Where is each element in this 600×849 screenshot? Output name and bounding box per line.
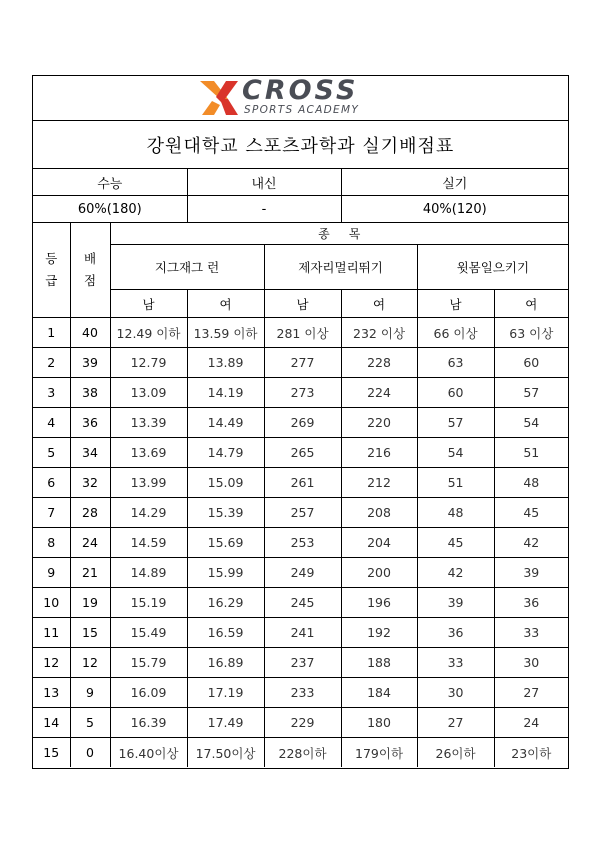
cross-academy-logo [198,75,408,117]
value-cell: 224 [341,378,417,408]
value-cell: 42 [417,558,494,588]
value-cell: 14.29 [110,498,187,528]
grade-cell: 7 [33,498,70,528]
grade-cell: 11 [33,618,70,648]
value-cell: 269 [264,408,341,438]
logo-brand-text: CROSS [242,75,359,106]
logo-tagline-text: SPORTS ACADEMY [244,104,360,116]
value-cell: 16.29 [187,588,264,618]
value-cell: 57 [494,378,568,408]
score-cell: 21 [70,558,110,588]
value-cell: 192 [341,618,417,648]
value-cell: 17.19 [187,678,264,708]
summary-header-suneung: 수능 [33,169,187,196]
value-cell: 13.69 [110,438,187,468]
value-cell: 45 [417,528,494,558]
value-cell: 33 [417,648,494,678]
score-sheet-frame [32,75,569,769]
value-cell: 229 [264,708,341,738]
value-cell: 208 [341,498,417,528]
gender-female: 여 [341,290,417,318]
value-cell: 60 [417,378,494,408]
value-cell: 233 [264,678,341,708]
value-cell: 27 [494,678,568,708]
event-sit-ups: 윗몸일으키기 [417,245,568,290]
value-cell: 15.49 [110,618,187,648]
value-cell: 14.19 [187,378,264,408]
table-row [33,408,568,438]
grade-cell: 1 [33,318,70,348]
grade-cell: 2 [33,348,70,378]
value-cell: 51 [417,468,494,498]
value-cell: 54 [417,438,494,468]
value-cell: 36 [417,618,494,648]
value-cell: 14.79 [187,438,264,468]
grade-cell: 6 [33,468,70,498]
value-cell: 13.59 이하 [187,318,264,348]
table-row [33,468,568,498]
score-cell: 28 [70,498,110,528]
event-zigzag-run: 지그재그 런 [110,245,264,290]
gender-header-row [33,290,568,318]
value-cell: 273 [264,378,341,408]
table-row [33,558,568,588]
grade-cell: 13 [33,678,70,708]
value-cell: 57 [417,408,494,438]
value-cell: 26이하 [417,738,494,768]
table-row [33,678,568,708]
summary-header-row [33,169,568,196]
value-cell: 45 [494,498,568,528]
score-cell: 38 [70,378,110,408]
value-cell: 13.39 [110,408,187,438]
value-cell: 12.79 [110,348,187,378]
page-title: 강원대학교 스포츠과학과 실기배점표 [33,121,568,169]
score-cell: 9 [70,678,110,708]
value-cell: 24 [494,708,568,738]
value-cell: 15.09 [187,468,264,498]
grade-cell: 14 [33,708,70,738]
gender-male: 남 [110,290,187,318]
grade-cell: 3 [33,378,70,408]
table-row [33,708,568,738]
value-cell: 13.89 [187,348,264,378]
value-cell: 179이하 [341,738,417,768]
score-cell: 39 [70,348,110,378]
score-header-char-2: 점 [83,273,97,288]
value-cell: 196 [341,588,417,618]
value-cell: 63 이상 [494,318,568,348]
summary-value-suneung: 60%(180) [33,196,187,223]
value-cell: 30 [494,648,568,678]
gender-male: 남 [417,290,494,318]
table-row [33,438,568,468]
value-cell: 277 [264,348,341,378]
value-cell: 51 [494,438,568,468]
grade-header [33,223,70,318]
value-cell: 13.09 [110,378,187,408]
summary-header-naesin: 내신 [187,169,341,196]
logo-header [33,76,568,121]
category-header-row [33,223,568,245]
score-cell: 36 [70,408,110,438]
value-cell: 212 [341,468,417,498]
value-cell: 15.99 [187,558,264,588]
table-row [33,528,568,558]
event-header-row [33,245,568,290]
value-cell: 66 이상 [417,318,494,348]
value-cell: 14.59 [110,528,187,558]
value-cell: 204 [341,528,417,558]
score-cell: 12 [70,648,110,678]
value-cell: 36 [494,588,568,618]
table-row [33,618,568,648]
table-row [33,318,568,348]
value-cell: 16.89 [187,648,264,678]
grade-cell: 10 [33,588,70,618]
event-standing-long-jump: 제자리멀리뛰기 [264,245,417,290]
value-cell: 216 [341,438,417,468]
value-cell: 15.19 [110,588,187,618]
summary-value-silgi: 40%(120) [341,196,568,223]
value-cell: 54 [494,408,568,438]
score-cell: 24 [70,528,110,558]
table-row [33,648,568,678]
value-cell: 261 [264,468,341,498]
value-cell: 228 [341,348,417,378]
score-cell: 0 [70,738,110,768]
value-cell: 17.50이상 [187,738,264,768]
value-cell: 228이하 [264,738,341,768]
value-cell: 15.69 [187,528,264,558]
value-cell: 257 [264,498,341,528]
grade-cell: 15 [33,738,70,768]
gender-female: 여 [187,290,264,318]
value-cell: 16.40이상 [110,738,187,768]
table-row [33,498,568,528]
value-cell: 253 [264,528,341,558]
table-row [33,588,568,618]
gender-female: 여 [494,290,568,318]
value-cell: 42 [494,528,568,558]
grade-header-char-1: 등 [45,251,58,266]
value-cell: 14.49 [187,408,264,438]
value-cell: 188 [341,648,417,678]
score-cell: 19 [70,588,110,618]
summary-value-naesin: - [187,196,341,223]
score-cell: 40 [70,318,110,348]
gender-male: 남 [264,290,341,318]
value-cell: 33 [494,618,568,648]
value-cell: 63 [417,348,494,378]
value-cell: 27 [417,708,494,738]
value-cell: 265 [264,438,341,468]
value-cell: 237 [264,648,341,678]
value-cell: 15.79 [110,648,187,678]
value-cell: 16.39 [110,708,187,738]
score-cell: 34 [70,438,110,468]
score-cell: 5 [70,708,110,738]
value-cell: 241 [264,618,341,648]
score-table [33,169,568,767]
grade-cell: 4 [33,408,70,438]
value-cell: 15.39 [187,498,264,528]
value-cell: 12.49 이하 [110,318,187,348]
value-cell: 48 [494,468,568,498]
grade-cell: 8 [33,528,70,558]
grade-header-char-2: 급 [45,273,58,288]
value-cell: 17.49 [187,708,264,738]
logo-mark-icon [198,79,240,117]
score-cell: 32 [70,468,110,498]
score-header [70,223,110,318]
summary-header-silgi: 실기 [341,169,568,196]
table-row [33,738,568,768]
grade-cell: 12 [33,648,70,678]
table-row [33,378,568,408]
value-cell: 232 이상 [341,318,417,348]
grade-cell: 5 [33,438,70,468]
value-cell: 200 [341,558,417,588]
score-cell: 15 [70,618,110,648]
score-header-char-1: 배 [83,251,97,266]
value-cell: 245 [264,588,341,618]
value-cell: 281 이상 [264,318,341,348]
value-cell: 16.59 [187,618,264,648]
value-cell: 23이하 [494,738,568,768]
value-cell: 184 [341,678,417,708]
value-cell: 249 [264,558,341,588]
value-cell: 30 [417,678,494,708]
value-cell: 14.89 [110,558,187,588]
value-cell: 16.09 [110,678,187,708]
value-cell: 39 [417,588,494,618]
value-cell: 60 [494,348,568,378]
value-cell: 13.99 [110,468,187,498]
table-row [33,348,568,378]
summary-value-row [33,196,568,223]
grade-cell: 9 [33,558,70,588]
value-cell: 39 [494,558,568,588]
value-cell: 180 [341,708,417,738]
category-header: 종 목 [110,223,568,245]
value-cell: 48 [417,498,494,528]
value-cell: 220 [341,408,417,438]
